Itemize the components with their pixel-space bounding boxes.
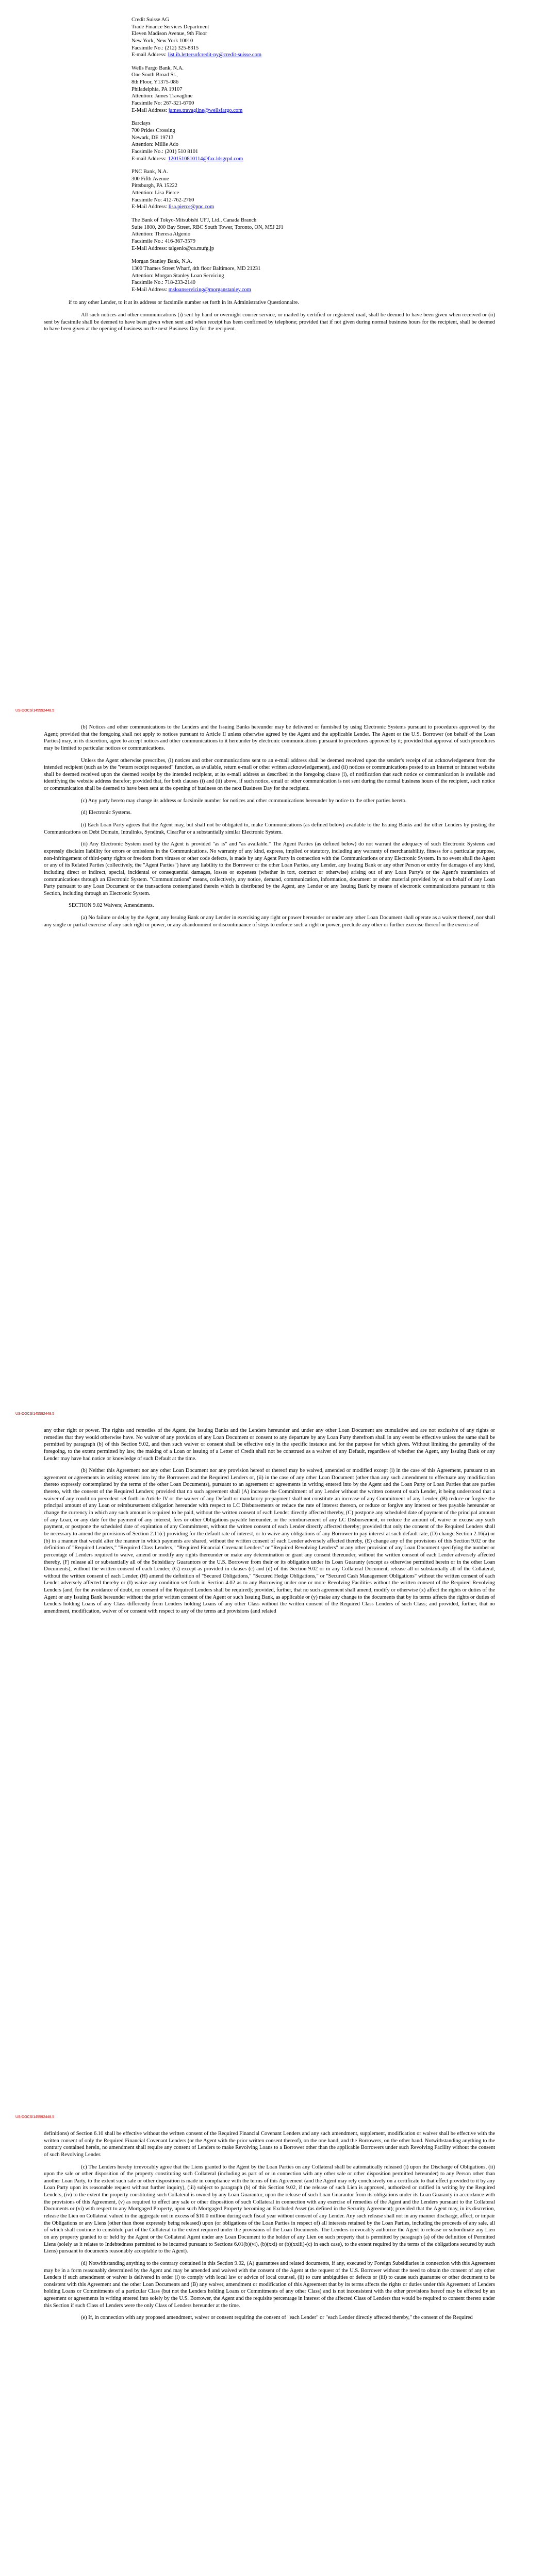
address-line: Morgan Stanley Bank, N.A. [131, 259, 192, 265]
address-line: Wells Fargo Bank, N.A. [131, 65, 184, 71]
address-line: Attention: Morgan Stanley Loan Servicing [131, 273, 224, 279]
address-block [131, 16, 495, 59]
email-link[interactable]: 1201510810114@fax.ldsgrpd.com [168, 156, 243, 162]
para-b: (b) Neither this Agreement nor any other Loan Document nor any provision hereof or thereof may be waived, amended or modified except (i) in the case of this Agreement, pursuant to an agreement or agreements in writing entered into by the Borrowers and the Required Lenders or, (ii) in the case of any other Loan Document (other than any such amendment to effectuate any modification thereto expressly contemplated by the terms of the other Loan Documents), pursuant to an agreement or agreements in writing entered into by the Agent and the Loan Party or Loan Parties that are parties thereto, with the consent of the Required Lenders; provided that no such agreement shall (A) increase the Commitment of any Lender without the written consent of such Lender, it being understood that a waiver of any condition precedent set forth in Article IV or the waiver of any Default or mandatory prepayment shall not constitute an increase of any Commitment of any Lender, (B) reduce or forgive the principal amount of any Loan or reimbursement obligation hereunder with respect to LC Disbursements or reduce the rate of interest thereon, or reduce or forgive any interest or fees payable hereunder or change the currency in which any such amount is required to be paid, without the written consent of each Lender directly affected thereby, (C) postpone any scheduled date of payment of the principal amount of any Loan, or any date for the payment of any interest, fees or other Obligations payable hereunder, or the reimbursement of any LC Disbursement, or reduce the amount of, waive or excuse any such payment, or postpone the scheduled date of expiration of any Commitment, without the written consent of each Lender directly affected thereby; provided that only the consent of the Required Lenders shall be necessary to amend the provisions of Section 2.11(c) providing for the default rate of interest, or to waive any obligations of any Borrower to pay interest at such default rate, (D) change Section 2.16(a) or (b) in a manner that would alter the manner in which payments are shared, without the written consent of each Lender adversely affected thereby, (E) change any of the provisions of this Section 9.02 or the definition of "Required Lenders," "Required Class Lenders," "Required Financial Covenant Lenders" or "Required Revolving Lenders" or any other provision of any Loan Document specifying the number or percentage of Lenders required to waive, amend or modify any rights thereunder or make any determination or grant any consent thereunder, without the written consent of each Lender adversely affected thereby, (F) release all or substantially all of the Subsidiary Guarantors or the U.S. Borrower from their or its obligation under its Loan Guaranty (except as otherwise permitted herein or in the other Loan Documents), without the written consent of each Lender, (G) except as provided in clauses (c) and (d) of this Section 9.02 or in any Collateral Document, release all or substantially all of the Collateral, without the written consent of each Lender, (H) amend the definition of "Secured Obligations," "Secured Hedge Obligations," or "Secured Cash Management Obligations" without the written consent of each Lender adversely affected thereby or (I) waive any condition set forth in Section 4.02 as to any Borrowing under one or more Revolving Facilities without the written consent of the Required Revolving Lenders (and, for the avoidance of doubt, no consent of the Required Lenders shall be required); provided, further, that no such agreement shall amend, modify or otherwise (x) affect the rights or duties of the Agent or any Issuing Bank hereunder without the prior written consent of the Agent or such Issuing Bank, as applicable or (y) make any change to the documents that by its terms affects the rights or duties of Lenders holding Loans of any Class differently from Lenders holding Loans of any other Class without the written consent of the Required Class Lenders of such Class; and provided, further, that no amendment, modification, waiver of or consent with respect to any of the terms and provisions (and related [44, 1468, 495, 1615]
para-c: (c) Any party hereto may change its address or facsimile number for notices and other communications hereunder by notice to the other parties hereto. [81, 798, 407, 804]
address-line: Trade Finance Services Department [131, 24, 209, 30]
address-line: Eleven Madison Avenue, 9th Floor [131, 31, 207, 37]
email-label: E-mail Address: [131, 156, 167, 162]
address-line: The Bank of Tokyo-Mitsubishi UFJ, Ltd., Canada Branch [131, 217, 257, 224]
address-line: Attention: James Travagline [131, 93, 193, 99]
address-line: Facsimile No: 412-762-2760 [131, 197, 194, 203]
page-2 [0, 703, 544, 1406]
para-d: (d) Notwithstanding anything to the contrary contained in this Section 9.02, (A) guarantees and related documents, if any, executed by Foreign Subsidiaries in connection with this Agreement may be in a form reasonably determined by the Agent and may be amended and waived with the consent of the Agent at the request of the U.S. Borrower without the need to obtain the consent of any other Lenders if such amendment or waiver is delivered in order (i) to comply with local law or advice of local counsel, (ii) to cure ambiguities or defects or (iii) to cause such guarantee or other document to be consistent with this Agreement and the other Loan Documents and (B) any waiver, amendment or modification of this Agreement that by its terms affects the rights or duties under this Agreement of Lenders holding Loans or Commitments of a particular Class (but not the Lenders holding Loans or Commitments of any other Class) and is not inconsistent with the other provisions hereof may be effected by an agreement or agreements in writing entered into solely by the U.S. Borrower, the Agent and the requisite percentage in interest of the affected Class of Lenders that would be required to consent thereto under this Section if such Class of Lenders were the only Class of Lenders hereunder at the time. [44, 2260, 495, 2309]
address-line: 700 Prides Crossing [131, 127, 175, 133]
page-3 [0, 1406, 544, 2110]
address-line: Facsimile No: 267-321-6700 [131, 100, 194, 107]
email-line [131, 52, 495, 59]
address-line: Barclays [131, 121, 151, 127]
address-line: Attention: Theresa Algenio [131, 231, 191, 238]
address-line: 8th Floor, Y1375-086 [131, 79, 179, 86]
email-link[interactable]: msloanservicing@morganstanley.com [168, 286, 251, 293]
email-label: E-Mail Address: [131, 107, 168, 113]
address-line: Credit Suisse AG [131, 17, 169, 23]
address-line: Facsimile No.: 718-233-2140 [131, 280, 195, 286]
notice-paragraph: All such notices and other communications (i) sent by hand or overnight courier service, or mailed by certified or registered mail, shall be deemed to have been given when received or (ii) sent by facsimile shall be deemed to have been given when sent and when receipt has been confirmed by telephone; provided that if not given during normal business hours for the recipient, shall be deemed to have been given at the opening of business on the next Business Day for the recipient. [44, 312, 495, 332]
address-line: Pittsburgh, PA 15222 [131, 183, 177, 189]
page-4 [0, 2110, 544, 2576]
para-a: (a) No failure or delay by the Agent, any Issuing Bank or any Lender in exercising any right or power hereunder or under any other Loan Document shall operate as a waiver thereof, nor shall any single or partial exercise of any such right or power, or any abandonment or discontinuance of steps to enforce such a right or power, preclude any other or further exercise thereof or the exercise of [44, 915, 495, 928]
doc-header: US-DOCS\145592448.5 [15, 2115, 55, 2119]
address-block [131, 65, 495, 114]
doc-header: US-DOCS\145592448.5 [15, 1412, 55, 1416]
email-label: E-mail Address: [131, 52, 167, 58]
address-line: Philadelphia, PA 19107 [131, 86, 183, 92]
section-heading: SECTION 9.02 Waivers; Amendments. [69, 903, 154, 909]
address-block [131, 217, 495, 252]
para-cont: definitions) of Section 6.10 shall be effective without the written consent of the Required Financial Covenant Lenders and any such amendment, supplement, modification or waiver shall be effective with the written consent of only the Required Financial Covenant Lenders (or the Agent with the prior written consent thereof), on the one hand, and the Borrowers, on the other hand. Notwithstanding anything to the contrary contained herein, no amendment shall require any consent of Lenders to make Revolving Loans to a Borrower other than the applicable Borrowers under such Revolving Facility without the consent of such Revolving Lender. [44, 2131, 495, 2158]
address-line: 300 Fifth Avenue [131, 176, 169, 182]
address-line: Newark, DE 19713 [131, 134, 174, 141]
address-line: Facsimile No.: (201) 510 8101 [131, 148, 199, 155]
address-line: Facsimile No.: (212) 325-8315 [131, 45, 199, 51]
email-label: E-Mail Address: [131, 204, 168, 210]
email-link[interactable]: list.ib.lettersofcredit-ny@credit-suisse.com [168, 52, 261, 58]
address-line: New York, New York 10010 [131, 38, 193, 44]
address-line: PNC Bank, N.A. [131, 169, 168, 175]
address-line: Facsimile No.: 416-367-3579 [131, 238, 195, 244]
address-line: Attention: Millie Ado [131, 142, 178, 148]
email-line [131, 286, 495, 294]
address-block [131, 168, 495, 211]
para-e: (e) If, in connection with any proposed amendment, waiver or consent requiring the consent of "each Lender" or "each Lender directly affected thereby," the consent of the Required [81, 2315, 473, 2321]
para-a-cont: any other right or power. The rights and remedies of the Agent, the Issuing Banks and the Lenders hereunder and under any other Loan Document are cumulative and are not exclusive of any rights or remedies that they would otherwise have. No waiver of any provision of any Loan Document or consent to any departure by any Loan Party therefrom shall in any event be effective unless the same shall be permitted by paragraph (b) of this Section 9.02, and then such waiver or consent shall be effective only in the specific instance and for the purpose for which given. Without limiting the generality of the foregoing, to the extent permitted by law, the making of a Loan or issuing of a Letter of Credit shall not be construed as a waiver of any Default, regardless of whether the Agent, any Issuing Bank or any Lender may have had notice or knowledge of such Default at the time. [44, 1428, 495, 1462]
email-line [131, 107, 495, 114]
address-line: Suite 1800, 200 Bay Street, RBC South Tower, Toronto, ON, M5J 2J1 [131, 224, 284, 230]
para-d: (d) Electronic Systems. [81, 810, 132, 816]
address-line: E-Mail Address: talgenio@ca.mufg.jp [131, 245, 215, 251]
para-d1: (i) Each Loan Party agrees that the Agent may, but shall not be obligated to, make Communications (as defined below) available to the Issuing Banks and the other Lenders by posting the Communications on Debt Domain, Intralinks, Syndtrak, ClearPar or a substantially similar Electronic System. [44, 822, 495, 835]
address-line: Attention: Lisa Pierce [131, 190, 179, 196]
address-block [131, 120, 495, 162]
para-b: (b) Notices and other communications to the Lenders and the Issuing Banks hereunder may be delivered or furnished by using Electronic Systems pursuant to procedures approved by the Agent; provided that the foregoing shall not apply to notices pursuant to Article II unless otherwise agreed by the Agent and the applicable Lender. The Agent or the U.S. Borrower (on behalf of the Loan Parties) may, in its discretion, agree to accept notices and other communications to it hereunder by electronic communications pursuant to procedures approved by it; provided that approval of such procedures may be limited to particular notices or communications. [44, 724, 495, 751]
para-b2: Unless the Agent otherwise prescribes, (i) notices and other communications sent to an e-mail address shall be deemed received upon the sender's receipt of an acknowledgement from the intended recipient (such as by the "return receipt requested" function, as available, return e-mail or other written acknowledgement), and (ii) notices or communications posted to an Internet or intranet website shall be deemed received upon the deemed receipt by the intended recipient, at its e-mail address as described in the foregoing clause (i), of notification that such notice or communication is available and identifying the website address therefor; provided that, for both clauses (i) and (ii) above, if such notice, email or other communication is not sent during the normal business hours of the recipient, such notice or communication shall be deemed to have been sent at the opening of business on the next Business Day for the recipient. [44, 757, 495, 792]
para-d2: (ii) Any Electronic System used by the Agent is provided "as is" and "as available." The Agent Parties (as defined below) do not warrant the adequacy of such Electronic Systems and expressly disclaim liability for errors or omissions in the Communications. No warranty of any kind, express, implied or statutory, including any warranty of merchantability, fitness for a particular purpose, non-infringement of third-party rights or freedom from viruses or other code defects, is made by any Agent Party in connection with the Communications or any Electronic System. In no event shall the Agent or any of its Related Parties (collectively, the "Agent Parties") have any liability to the Borrower or the other Loan Parties, any Lender, any Issuing Bank or any other Person or entity for damages of any kind, including direct or indirect, special, incidental or consequential damages, losses or expenses (whether in tort, contract or otherwise) arising out of any Loan Party's or the Agent's transmission of communications through an Electronic System. "Communications" means, collectively, any notice, demand, communication, information, document or other material provided by or on behalf of any Loan Party pursuant to any Loan Document or the transactions contemplated therein which is distributed by the Agent, any Lender or any Issuing Bank by means of electronic communications pursuant to this Section, including through an Electronic System. [44, 841, 495, 896]
email-link[interactable]: lisa.pierce@pnc.com [168, 204, 215, 210]
doc-header: US-DOCS\145592448.5 [15, 709, 55, 713]
closing-line: if to any other Lender, to it at its address or facsimile number set forth in its Administrative Questionnaire. [69, 300, 299, 306]
address-line: 1300 Thames Street Wharf, 4th floor Baltimore, MD 21231 [131, 265, 261, 272]
email-link[interactable]: james.travagline@wellsfargo.com [168, 107, 243, 113]
email-label: E-Mail Address: [131, 286, 168, 293]
page-1 [0, 0, 544, 703]
address-block [131, 258, 495, 293]
email-line [131, 156, 495, 163]
para-c: (c) The Lenders hereby irrevocably agree that the Liens granted to the Agent by the Loan Parties on any Collateral shall be automatically released (i) upon the Discharge of Obligations, (ii) upon the sale or other disposition of the property constituting such Collateral (including as part of or in connection with any other sale or other disposition permitted hereunder) to any Person other than another Loan Party, to the extent such sale or other disposition is made in compliance with the terms of this Agreement (and the Agent may rely conclusively on a certificate to that effect provided to it by any Loan Party upon its reasonable request without further inquiry), (iii) subject to paragraph (b) of this Section 9.02, if the release of such Lien is approved, authorized or ratified in writing by the Required Lenders, (iv) to the extent the property constituting such Collateral is owned by any Loan Guarantor, upon the release of such Loan Guarantor from its obligations under its Loan Guaranty in accordance with the provisions of this Agreement, (v) as required to effect any sale or other disposition of such Collateral in connection with any exercise of remedies of the Agent and the Lenders pursuant to the Collateral Documents or (vi) with respect to any Mortgaged Property, upon such Mortgaged Property becoming an Excluded Asset (as defined in the Security Agreement); provided that the Agent may, in its discretion, release the Lien on Collateral valued in the aggregate not in excess of $10.0 million during each fiscal year without consent of any Lender. Any such release shall not in any manner discharge, affect, or impair the Obligations or any Liens (other than those expressly being released) upon (or obligations of the Loan Parties in respect of) all interests retained by the Loan Parties, including the proceeds of any sale, all of which shall continue to constitute part of the Collateral to the extent required under the provisions of the Loan Documents. The Lenders irrevocably authorize the Agent to release or subordinate any Lien on any property granted to or held by the Agent or the Collateral Agent under any Loan Document to the holder of any Lien on such property that is permitted by paragraph (a) of the definition of Permitted Liens (solely as it relates to Indebtedness permitted to be incurred pursuant to Sections 6.01(b)(vi), (b)(xxi) or (b)(xxiii)-(c) in each case), to the extent required by the terms of the obligations secured by such Liens) pursuant to documents reasonably acceptable to the Agent). [44, 2164, 495, 2255]
address-list [44, 16, 495, 293]
email-line [131, 204, 495, 211]
address-line: One South Broad St., [131, 72, 178, 78]
